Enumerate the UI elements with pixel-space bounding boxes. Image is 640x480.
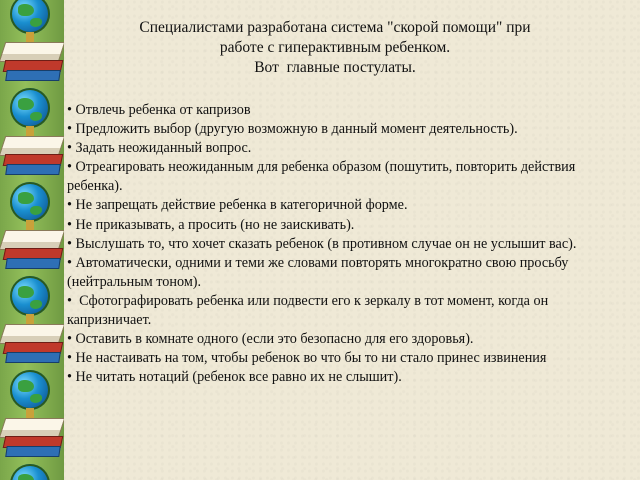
globe-icon: [10, 370, 50, 410]
list-item: • Сфотографировать ребенка или подвести его к зеркалу в тот момент, когда он капризничает.: [67, 292, 612, 330]
globe-icon: [10, 0, 50, 34]
list-item: • Отреагировать неожиданным для ребенка образом (пошутить, повторить действия ребенка).: [67, 158, 612, 196]
slide-title: [70, 18, 600, 78]
list-item: • Предложить выбор (другую возможную в данный момент деятельность).: [67, 120, 612, 139]
border-ornament: [0, 0, 64, 86]
book-icon: [0, 42, 64, 62]
list-item: • Оставить в комнате одного (если это безопасно для его здоровья).: [67, 330, 612, 349]
title-line: Специалистами разработана система "скорой помощи" при: [139, 19, 531, 36]
slide-content: [64, 0, 634, 480]
book-icon: [0, 418, 64, 438]
border-ornament: [0, 180, 64, 274]
border-ornament: [0, 368, 64, 462]
list-item: • Не читать нотаций (ребенок все равно их не слышит).: [67, 368, 612, 387]
list-item: • Не приказывать, а просить (но не заискивать).: [67, 216, 612, 235]
globe-icon: [10, 464, 50, 480]
list-item: • Не запрещать действие ребенка в категоричной форме.: [67, 196, 612, 215]
border-ornament: [0, 274, 64, 368]
globe-icon: [10, 276, 50, 316]
postulates-list: [67, 101, 612, 387]
globe-icon: [10, 182, 50, 222]
title-line: работе с гиперактивным ребенком.: [219, 39, 451, 56]
list-item: • Не настаивать на том, чтобы ребенок во что бы то ни стало принес извинения: [67, 349, 612, 368]
list-item: • Автоматически, одними и теми же словами повторять многократно свою просьбу (нейтральным тоном).: [67, 254, 612, 292]
list-item: • Задать неожиданный вопрос.: [67, 139, 612, 158]
border-ornament: [0, 462, 64, 480]
book-icon: [0, 136, 64, 156]
list-item: • Выслушать то, что хочет сказать ребенок (в противном случае он не услышит вас).: [67, 235, 612, 254]
book-icon: [0, 230, 64, 250]
title-line: Вот главные постулаты.: [254, 59, 416, 76]
border-ornament: [0, 86, 64, 180]
globe-icon: [10, 88, 50, 128]
book-icon: [0, 324, 64, 344]
list-item: • Отвлечь ребенка от капризов: [67, 101, 612, 120]
decorative-border: [0, 0, 64, 480]
